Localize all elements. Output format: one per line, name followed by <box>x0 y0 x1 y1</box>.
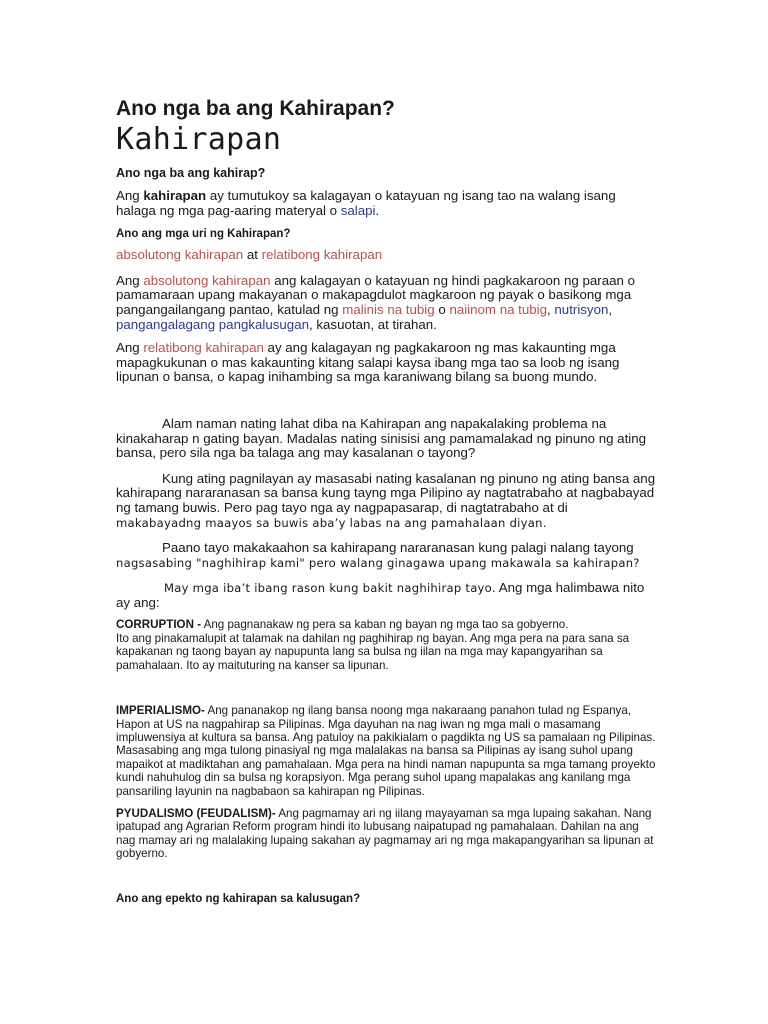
absolute-poverty-paragraph: Ang absolutong kahirapan ang kalagayan o katayuan ng hindi pagkakaroon ng paraan o pamamaraan upang makayanan o makapagdulot magkaroon ng payak o basikong mga pangangailangang pantao, katulad ng malinis na tubig o naiinom na tubig, nutrisyon, pangangalagang pangkalusugan, kasuotan, at tirahan. <box>116 272 636 332</box>
link-relatibong-kahirapan[interactable]: relatibong kahirapan <box>261 247 383 263</box>
essay-paragraph-1: Alam naman nating lahat diba na Kahirapan ang napakalaking problema na kinakaharap n gating bayan. Madalas nating sinisisi ang pamamalakad ng pinuno ng ating bansa, pero sila nga ba talaga ang may kasalanan o tayong? <box>116 415 647 461</box>
essay-paragraph-4: May mga iba’t ibang rason kung bakit naghihirap tayo. Ang mga halimbawa nito ay ang: <box>116 580 645 610</box>
types-line: absolutong kahirapan at relatibong kahirapan <box>116 247 383 263</box>
link-malinis-na-tubig[interactable]: malinis na tubig <box>342 301 435 317</box>
link-absolutong-kahirapan[interactable]: absolutong kahirapan <box>116 247 244 263</box>
corruption-paragraph: CORRUPTION - Ang pagnanakaw ng pera sa kaban ng bayan ng mga tao sa gobyerno. Ito ang pinakamalupit at talamak na dahilan ng paghihirap ng bayan. Ang mga pera na para sana sa kapakanan ng taong bayan ay napupunta lang sa bulsa ng iilan na mga may kapangyarihan sa pamahalaan. Ito ay maituturing na kanser sa lipunan. <box>116 618 630 672</box>
question-types: Ano ang mga uri ng Kahirapan? <box>116 228 291 241</box>
relative-poverty-paragraph: Ang relatibong kahirapan ay ang kalagayan ng pagkakaroon ng mas kakaunting mga mapagkukunan o mas kakaunting kitang salapi kaysa ibang mga tao sa loob ng isang lipunan o bansa, o kapag inihambing sa mga karaniwang bilang sa buong mundo. <box>116 340 620 385</box>
label-pyudalismo: PYUDALISMO (FEUDALISM)- <box>116 806 276 820</box>
link-salapi[interactable]: salapi <box>340 202 376 218</box>
label-imperialismo: IMPERIALISMO- <box>116 704 205 718</box>
essay-paragraph-3: Paano tayo makakaahon sa kahirapang nararanasan kung palagi nalang tayong nagsasabing "naghihirap kami" pero walang ginagawa upang makawala sa kahirapan? <box>116 540 640 570</box>
link-relatibong-kahirapan-2[interactable]: relatibong kahirapan <box>143 340 264 356</box>
link-naiinom-na-tubig[interactable]: naiinom na tubig <box>449 301 548 317</box>
question-epekto: Ano ang epekto ng kahirapan sa kalusugan? <box>116 892 361 905</box>
document-title: Ano nga ba ang Kahirapan? <box>116 97 395 120</box>
label-corruption: CORRUPTION - <box>116 618 202 632</box>
link-nutrisyon[interactable]: nutrisyon <box>554 301 609 317</box>
imperialismo-paragraph: IMPERIALISMO- Ang pananakop ng ilang bansa noong mga nakaraang panahon tulad ng Espanya, Hapon at US na nagpahirap sa Pilipinas. Mga dayuhan na nag iwan ng mga mali o masamang impluwensiya at kultura sa bansa. Ang patuloy na pakikialam o pagdikta ng US sa pamalaan ng Pilipinas. Masasabing ang mga tulong pinasiyal ng mga malalakas na bansa sa Pilipinas ay isang suhol upang mapaikot at madiktahan ang pamahalaan. Mga pera na hindi naman napupunta sa mga tamang proyekto kundi nahuhulog din sa bulsa ng korapsiyon. Mga perang suhol upang mapalakas ang kanilang mga pansariling layunin na nagbabaon sa kahirapan ng Pilipinas. <box>116 704 656 798</box>
document-body <box>116 96 656 905</box>
pyudalismo-paragraph: PYUDALISMO (FEUDALISM)- Ang pagmamay ari ng iilang mayayaman sa mga lupaing sakahan. Nang ipatupad ang Agrarian Reform program hindi ito lubusang naipatupad ng pamahalaan. Dahilan na ang nag mamay ari ng malalaking lupaing sakahan ay pagmamay ari ng mga makapangyarihan sa lipunan at gobyerno. <box>116 806 654 861</box>
essay-paragraph-2: Kung ating pagnilayan ay masasabi nating kasalanan ng pinuno ng ating bansa ang kahirapang nararanasan sa bansa kung tayng mga Pilipino ay nagtatrabaho at nagbabayad ng tamang buwis. Pero pag tayo nga ay nagpapasarap, di nagtatrabaho at di makabayadng maayos sa buwis aba’y labas na ang pamahalaan diyan. <box>116 470 656 530</box>
page-heading: Kahirapan <box>116 122 282 157</box>
definition-paragraph: Ang kahirapan ay tumutukoy sa kalagayan o katayuan ng isang tao na walang isang halaga ng mga pag-aaring materyal o salapi. <box>116 188 616 218</box>
term-kahirapan: kahirapan <box>143 188 207 203</box>
link-pangangalagang-pangkalusugan[interactable]: pangangalagang pangkalusugan <box>116 316 309 332</box>
link-absolutong-kahirapan-2[interactable]: absolutong kahirapan <box>143 272 271 288</box>
question-kahirap: Ano nga ba ang kahirap? <box>116 166 266 180</box>
